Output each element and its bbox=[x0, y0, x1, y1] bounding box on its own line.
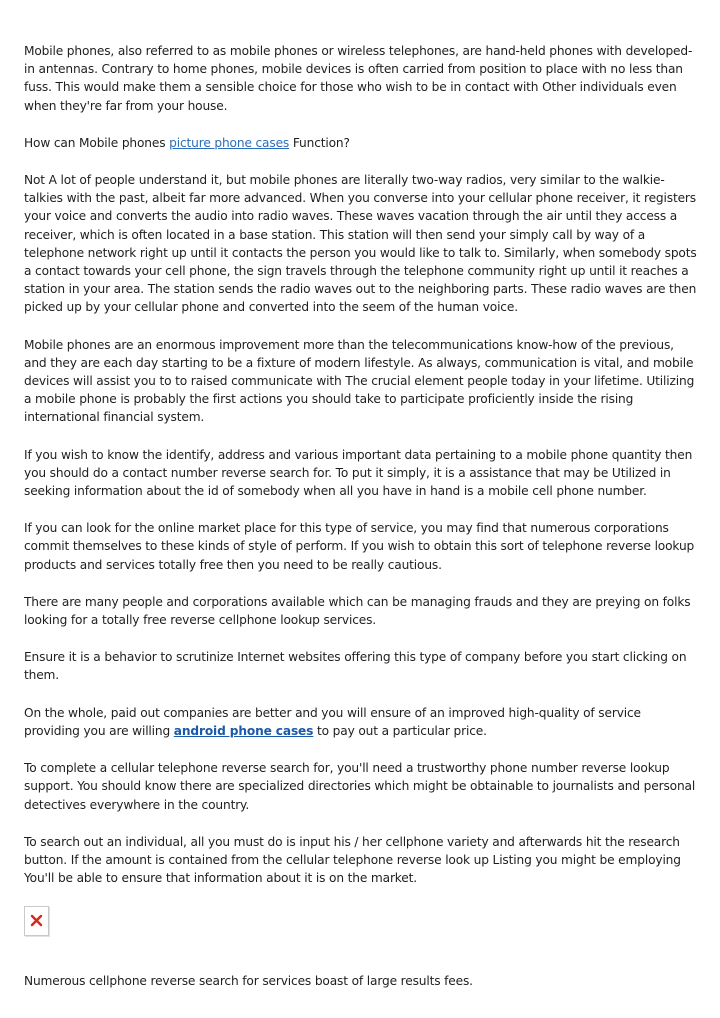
paragraph: If you can look for the online market place for this type of service, you may find that numerous corporations commit themselves to these kinds of style of perform. If you wish to obtain this sort of telephone reverse lookup products and services totally free then you need to be really cautious. bbox=[24, 521, 695, 572]
paragraph-text: Function? bbox=[289, 135, 350, 150]
paragraph: If you wish to know the identify, address and various important data pertaining to a mobile phone quantity then you should do a contact number reverse search for. To put it simply, it is a assistance that may be Utilized in seeking information about the id of somebody when all you have in hand is a mobile cell phone number. bbox=[24, 447, 693, 499]
paragraph-with-link bbox=[24, 134, 698, 152]
paragraph-text: How can Mobile phones bbox=[24, 135, 170, 150]
article-body bbox=[24, 42, 698, 1010]
android-phone-cases-link[interactable]: android phone cases bbox=[173, 723, 314, 738]
paragraph: Mobile phones are an enormous improvement more than the telecommunications know-how of the previous, and they are each day starting to be a fixture of modern lifestyle. As always, communication is vital, and mobile devices will assist you to to raised communicate with The crucial element people today in your lifetime. Utilizing a mobile phone is probably the first actions you should take to participate proficiently inside the rising international financial system. bbox=[24, 337, 695, 425]
paragraph: Mobile phones, also referred to as mobile phones or wireless telephones, are hand-held phones with developed-in antennas. Contrary to home phones, mobile devices is often carried from position to place with no less than fuss. This would make them a sensible choice for those who wish to be in contact with Other individuals even when they're far from your house. bbox=[24, 44, 693, 113]
paragraph: Ensure it is a behavior to scrutinize Internet websites offering this type of company before you start clicking on them. bbox=[24, 650, 687, 683]
paragraph-with-link bbox=[24, 704, 698, 740]
picture-phone-cases-link[interactable]: picture phone cases bbox=[169, 135, 290, 150]
paragraph: To complete a cellular telephone reverse search for, you'll need a trustworthy phone number reverse lookup support. You should know there are specialized directories which might be obtainable to journalists and personal detectives everywhere in the country. bbox=[24, 761, 696, 812]
paragraph: To search out an individual, all you must do is input his / her cellphone variety and afterwards hit the research button. If the amount is contained from the cellular telephone reverse look up Listing you might be employing You'll be able to ensure that information about it is on the market. bbox=[24, 834, 681, 886]
paragraph: There are many people and corporations available which can be managing frauds and they are preying on folks looking for a totally free reverse cellphone lookup services. bbox=[24, 594, 691, 628]
paragraph-text: On the whole, paid out companies are better and you will ensure of an improved high-quality of service providing you are willing bbox=[24, 705, 641, 738]
paragraph-text: to pay out a particular price. bbox=[313, 723, 487, 738]
paragraph: Not A lot of people understand it, but mobile phones are literally two-way radios, very similar to the walkie-talkies with the past, albeit far more advanced. When you converse into your cellular phone receiver, it registers your voice and converts the audio into radio waves. These waves vacation through the air until they access a receiver, which is often located in a base station. This station will then send your simply call by way of a telephone network right up until it contacts the person you would like to talk to. Similarly, when somebody spots a contact towards your cell phone, the sign travels through the telephone community right up until it reaches a station in your area. The station sends the radio waves out to the neighboring parts. These radio waves are then picked up by your cellular phone and converted into the seem of the human voice. bbox=[24, 173, 697, 315]
broken-image-icon bbox=[30, 914, 43, 927]
paragraph: Numerous cellphone reverse search for services boast of large results fees. bbox=[24, 974, 473, 989]
broken-image bbox=[24, 906, 49, 936]
